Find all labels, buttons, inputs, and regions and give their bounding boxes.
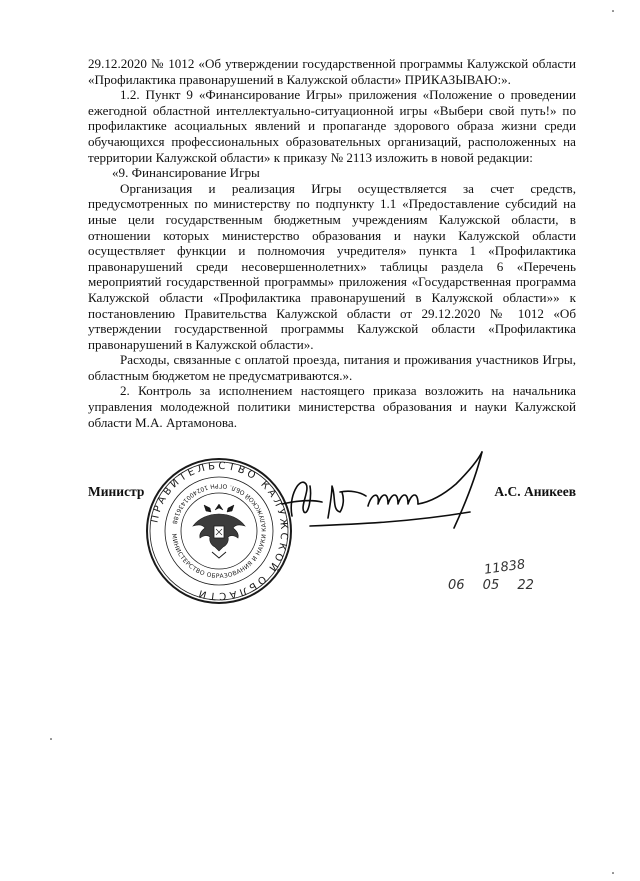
scan-speck: [612, 10, 614, 12]
handwritten-signature: [270, 446, 510, 536]
registration-date: 06 05 22: [448, 578, 534, 593]
signatory-name: А.С. Аникеев: [494, 484, 576, 499]
double-headed-eagle-emblem: [193, 504, 245, 558]
scan-speck: [612, 872, 614, 874]
seal-outer-text: ПРАВИТЕЛЬСТВО КАЛУЖСКОЙ ОБЛАСТИ: [149, 460, 290, 602]
seal-inner-text: МИНИСТЕРСТВО ОБРАЗОВАНИЯ И НАУКИ КАЛУЖСКОЙ ОБЛ. ОГРН 1024001436188: [170, 481, 269, 581]
position-title: Министр: [88, 484, 145, 499]
continued-line: 29.12.2020 № 1012 «Об утверждении государственной программы Калужской области «Профилактика правонарушений в Калужской области» ПРИКАЗЫВАЮ:».: [88, 56, 576, 87]
item-2: 2. Контроль за исполнением настоящего приказа возложить на начальника управления молодежной политики министерства образования и науки Калужской области М.А. Артамонова.: [88, 383, 576, 430]
paragraph-financing: Организация и реализация Игры осуществляется за счет средств, предусмотренных по министерству по подпункту 1.1 «Предоставление субсидий на иные цели государственным бюджетным учреждениям Калужской области, в отношении которых министерство образования и науки Калужской области осуществляет функции и полномочия учредителя» пункта 1 «Профилактика правонарушений среди несовершеннолетних» таблицы раздела 6 «Перечень мероприятий государственной программы» приложения «Государственная программа Калужской области «Профилактика правонарушений в Калужской области»» к постановлению Правительства Калужской области от 29.12.2020 № 1012 «Об утверждении государственной программы Калужской области «Профилактика правонарушений в Калужской области».: [88, 180, 576, 352]
registration-number: 11838: [483, 557, 527, 578]
document-body: [88, 56, 576, 430]
paragraph-expenses: Расходы, связанные с оплатой проезда, питания и проживания участников Игры, областным бюджетом не предусматриваются.».: [88, 352, 576, 383]
scan-speck: [50, 738, 52, 740]
item-1-2: 1.2. Пункт 9 «Финансирование Игры» приложения «Положение о проведении ежегодной областной интеллектуально-ситуационной игры «Выбери свой путь!» по профилактике асоциальных явлений и пропаганде здорового образа жизни среди обучающихся профессиональных образовательных организаций, расположенных на территории Калужской области» к приказу № 2113 изложить в новой редакции:: [88, 87, 576, 165]
section-title: «9. Финансирование Игры: [112, 165, 260, 181]
